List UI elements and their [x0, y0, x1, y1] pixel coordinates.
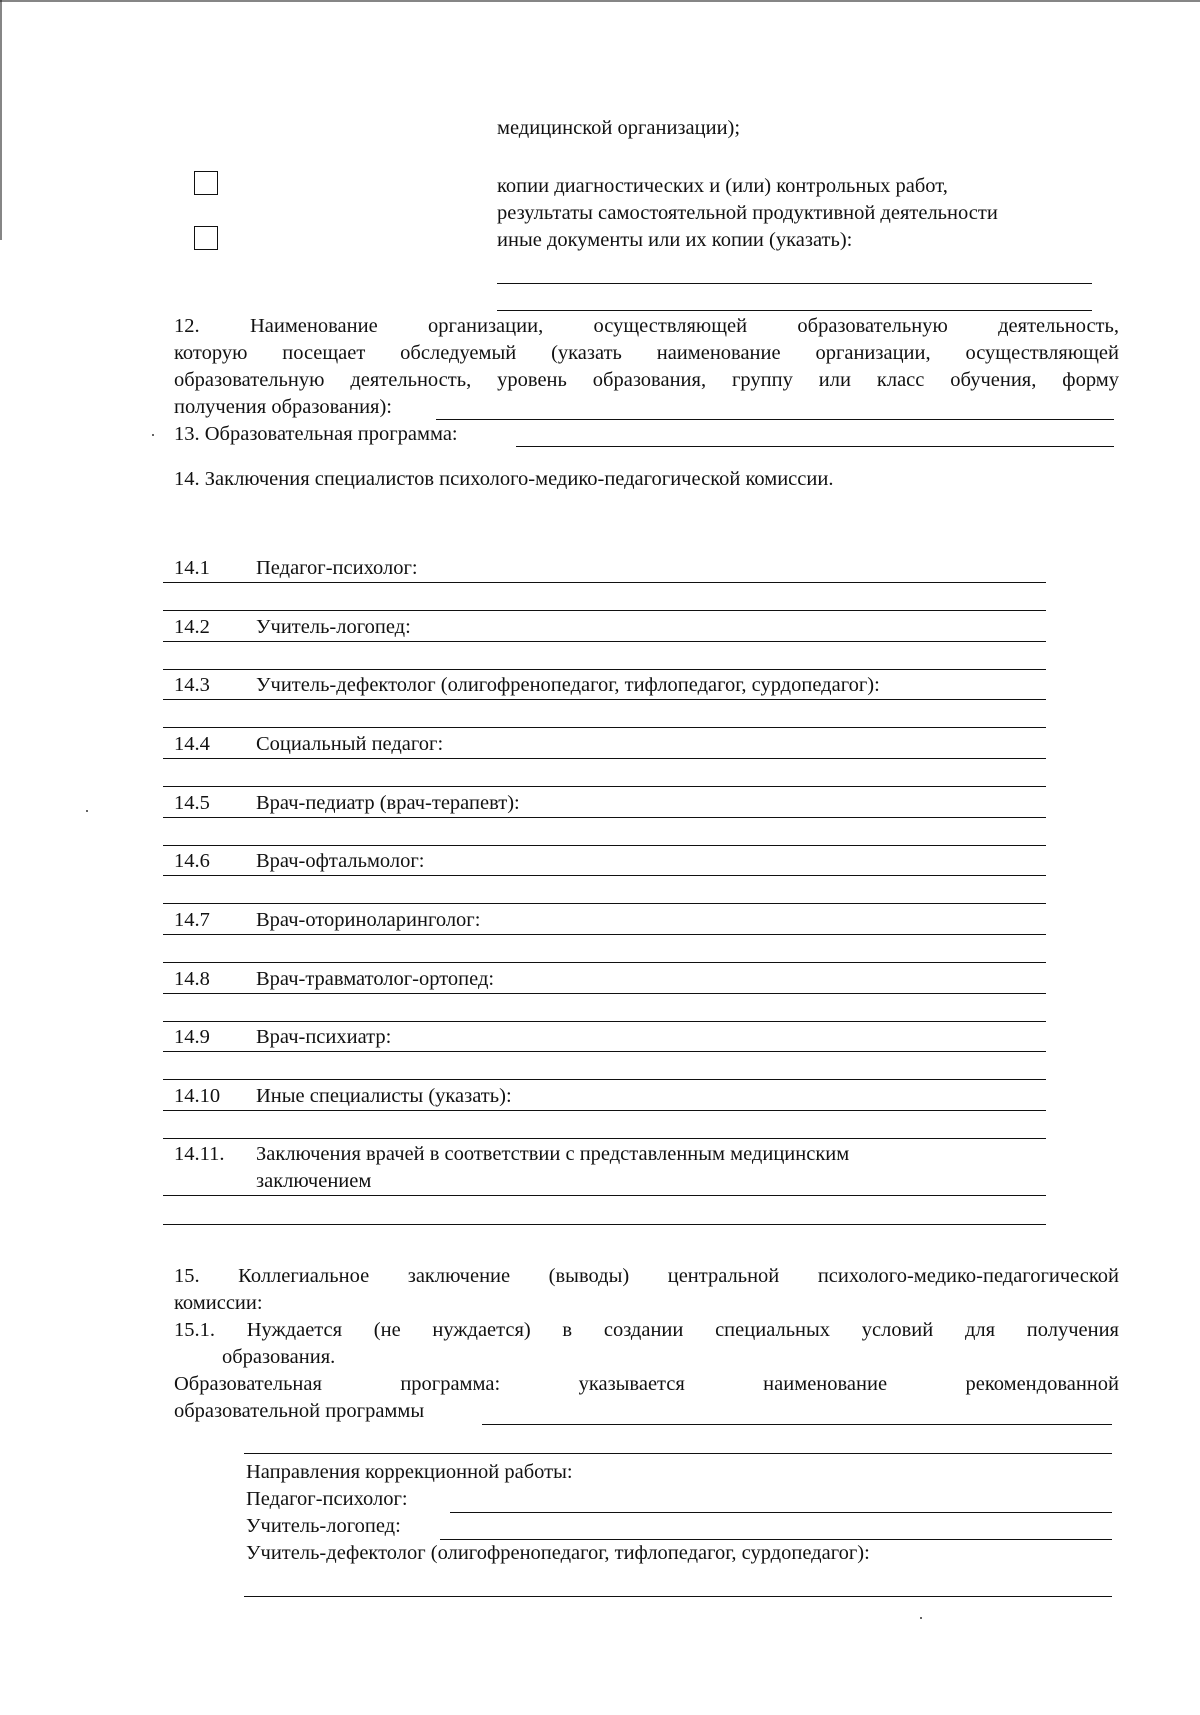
row-line-14-11-b[interactable] [163, 1224, 1046, 1225]
organization-name-field[interactable] [436, 419, 1114, 420]
correction-speech-therapist-label: Учитель-логопед: [246, 1515, 401, 1537]
section-12-line4: получения образования): [174, 396, 392, 418]
row-num-14-1: 14.1 [174, 557, 210, 579]
row-num-14-6: 14.6 [174, 850, 210, 872]
row-num-14-9: 14.9 [174, 1026, 210, 1048]
row-label-14-10: Иные специалисты (указать): [256, 1085, 512, 1107]
checkbox-label-line1: копии диагностических и (или) контрольных работ, [497, 175, 948, 197]
row-label-14-11-line2: заключением [256, 1170, 372, 1192]
section-15-1-line2: образования. [222, 1346, 336, 1368]
recommended-program-field-2[interactable] [244, 1453, 1112, 1454]
recommended-program-field-1[interactable] [482, 1424, 1112, 1425]
section-15-line2: комиссии: [174, 1292, 263, 1314]
correction-psychologist-label: Педагог-психолог: [246, 1488, 408, 1510]
section-12-line1: 12. Наименование организации, осуществляющей образовательную деятельность, [174, 315, 1119, 337]
row-line-14-7-b[interactable] [163, 962, 1046, 963]
checkbox-diagnostic-copies[interactable] [194, 171, 218, 195]
row-label-14-4: Социальный педагог: [256, 733, 444, 755]
row-line-14-8-a[interactable] [163, 993, 1046, 994]
row-num-14-3: 14.3 [174, 674, 210, 696]
row-num-14-5: 14.5 [174, 792, 210, 814]
scan-edge-top [0, 0, 1200, 2]
row-line-14-3-b[interactable] [163, 727, 1046, 728]
row-line-14-6-a[interactable] [163, 875, 1046, 876]
checkbox-label-line2: результаты самостоятельной продуктивной деятельности [497, 202, 998, 224]
other-documents-field-2[interactable] [497, 310, 1092, 311]
scan-edge-left [0, 0, 2, 240]
row-num-14-10: 14.10 [174, 1085, 221, 1107]
row-line-14-4-a[interactable] [163, 758, 1046, 759]
correction-defectologist-label: Учитель-дефектолог (олигофренопедагог, тифлопедагог, сурдопедагог): [246, 1542, 870, 1564]
section-12-line3: образовательную деятельность, уровень образования, группу или класс обучения, форму [174, 369, 1119, 391]
row-line-14-11-a[interactable] [163, 1195, 1046, 1196]
row-line-14-2-b[interactable] [163, 669, 1046, 670]
row-num-14-7: 14.7 [174, 909, 210, 931]
correction-psychologist-field[interactable] [450, 1512, 1112, 1513]
row-line-14-8-b[interactable] [163, 1021, 1046, 1022]
continued-text: медицинской организации); [497, 117, 741, 139]
program-line1: Образовательная программа: указывается наименование рекомендованной [174, 1373, 1119, 1395]
row-line-14-1-b[interactable] [163, 610, 1046, 611]
row-num-14-2: 14.2 [174, 616, 210, 638]
program-line2: образовательной программы [174, 1400, 425, 1422]
other-documents-field-1[interactable] [497, 283, 1092, 284]
row-line-14-10-b[interactable] [163, 1138, 1046, 1139]
row-line-14-10-a[interactable] [163, 1110, 1046, 1111]
row-line-14-9-b[interactable] [163, 1079, 1046, 1080]
row-num-14-4: 14.4 [174, 733, 210, 755]
row-label-14-6: Врач-офтальмолог: [256, 850, 425, 872]
section-12-line2: которую посещает обследуемый (указать наименование организации, осуществляющей [174, 342, 1119, 364]
section-13-label: 13. Образовательная программа: [174, 423, 458, 445]
row-label-14-5: Врач-педиатр (врач-терапевт): [256, 792, 520, 814]
row-label-14-2: Учитель-логопед: [256, 616, 411, 638]
row-label-14-11-line1: Заключения врачей в соответствии с представленным медицинским [256, 1143, 850, 1165]
row-label-14-1: Педагог-психолог: [256, 557, 418, 579]
row-line-14-4-b[interactable] [163, 786, 1046, 787]
checkbox-other-documents[interactable] [194, 226, 218, 250]
row-line-14-3-a[interactable] [163, 699, 1046, 700]
row-line-14-7-a[interactable] [163, 934, 1046, 935]
scan-speck [86, 810, 88, 812]
row-line-14-5-b[interactable] [163, 845, 1046, 846]
correction-directions-title: Направления коррекционной работы: [246, 1461, 573, 1483]
scan-speck [152, 434, 154, 436]
row-label-14-8: Врач-травматолог-ортопед: [256, 968, 495, 990]
checkbox-label-line3: иные документы или их копии (указать): [497, 229, 853, 251]
row-label-14-7: Врач-оториноларинголог: [256, 909, 481, 931]
section-15-line1: 15. Коллегиальное заключение (выводы) центральной психолого-медико-педагогической [174, 1265, 1119, 1287]
row-line-14-2-a[interactable] [163, 641, 1046, 642]
row-num-14-11: 14.11. [174, 1143, 225, 1165]
row-label-14-3: Учитель-дефектолог (олигофренопедагог, тифлопедагог, сурдопедагог): [256, 674, 880, 696]
row-label-14-9: Врач-психиатр: [256, 1026, 392, 1048]
row-line-14-5-a[interactable] [163, 817, 1046, 818]
row-num-14-8: 14.8 [174, 968, 210, 990]
scan-speck [920, 1617, 922, 1619]
section-15-1-line1: 15.1. Нуждается (не нуждается) в создании специальных условий для получения [174, 1319, 1119, 1341]
educational-program-field[interactable] [516, 446, 1114, 447]
row-line-14-6-b[interactable] [163, 903, 1046, 904]
section-14-title: 14. Заключения специалистов психолого-медико-педагогической комиссии. [174, 468, 834, 490]
row-line-14-1-a[interactable] [163, 582, 1046, 583]
correction-defectologist-field[interactable] [244, 1596, 1112, 1597]
row-line-14-9-a[interactable] [163, 1051, 1046, 1052]
